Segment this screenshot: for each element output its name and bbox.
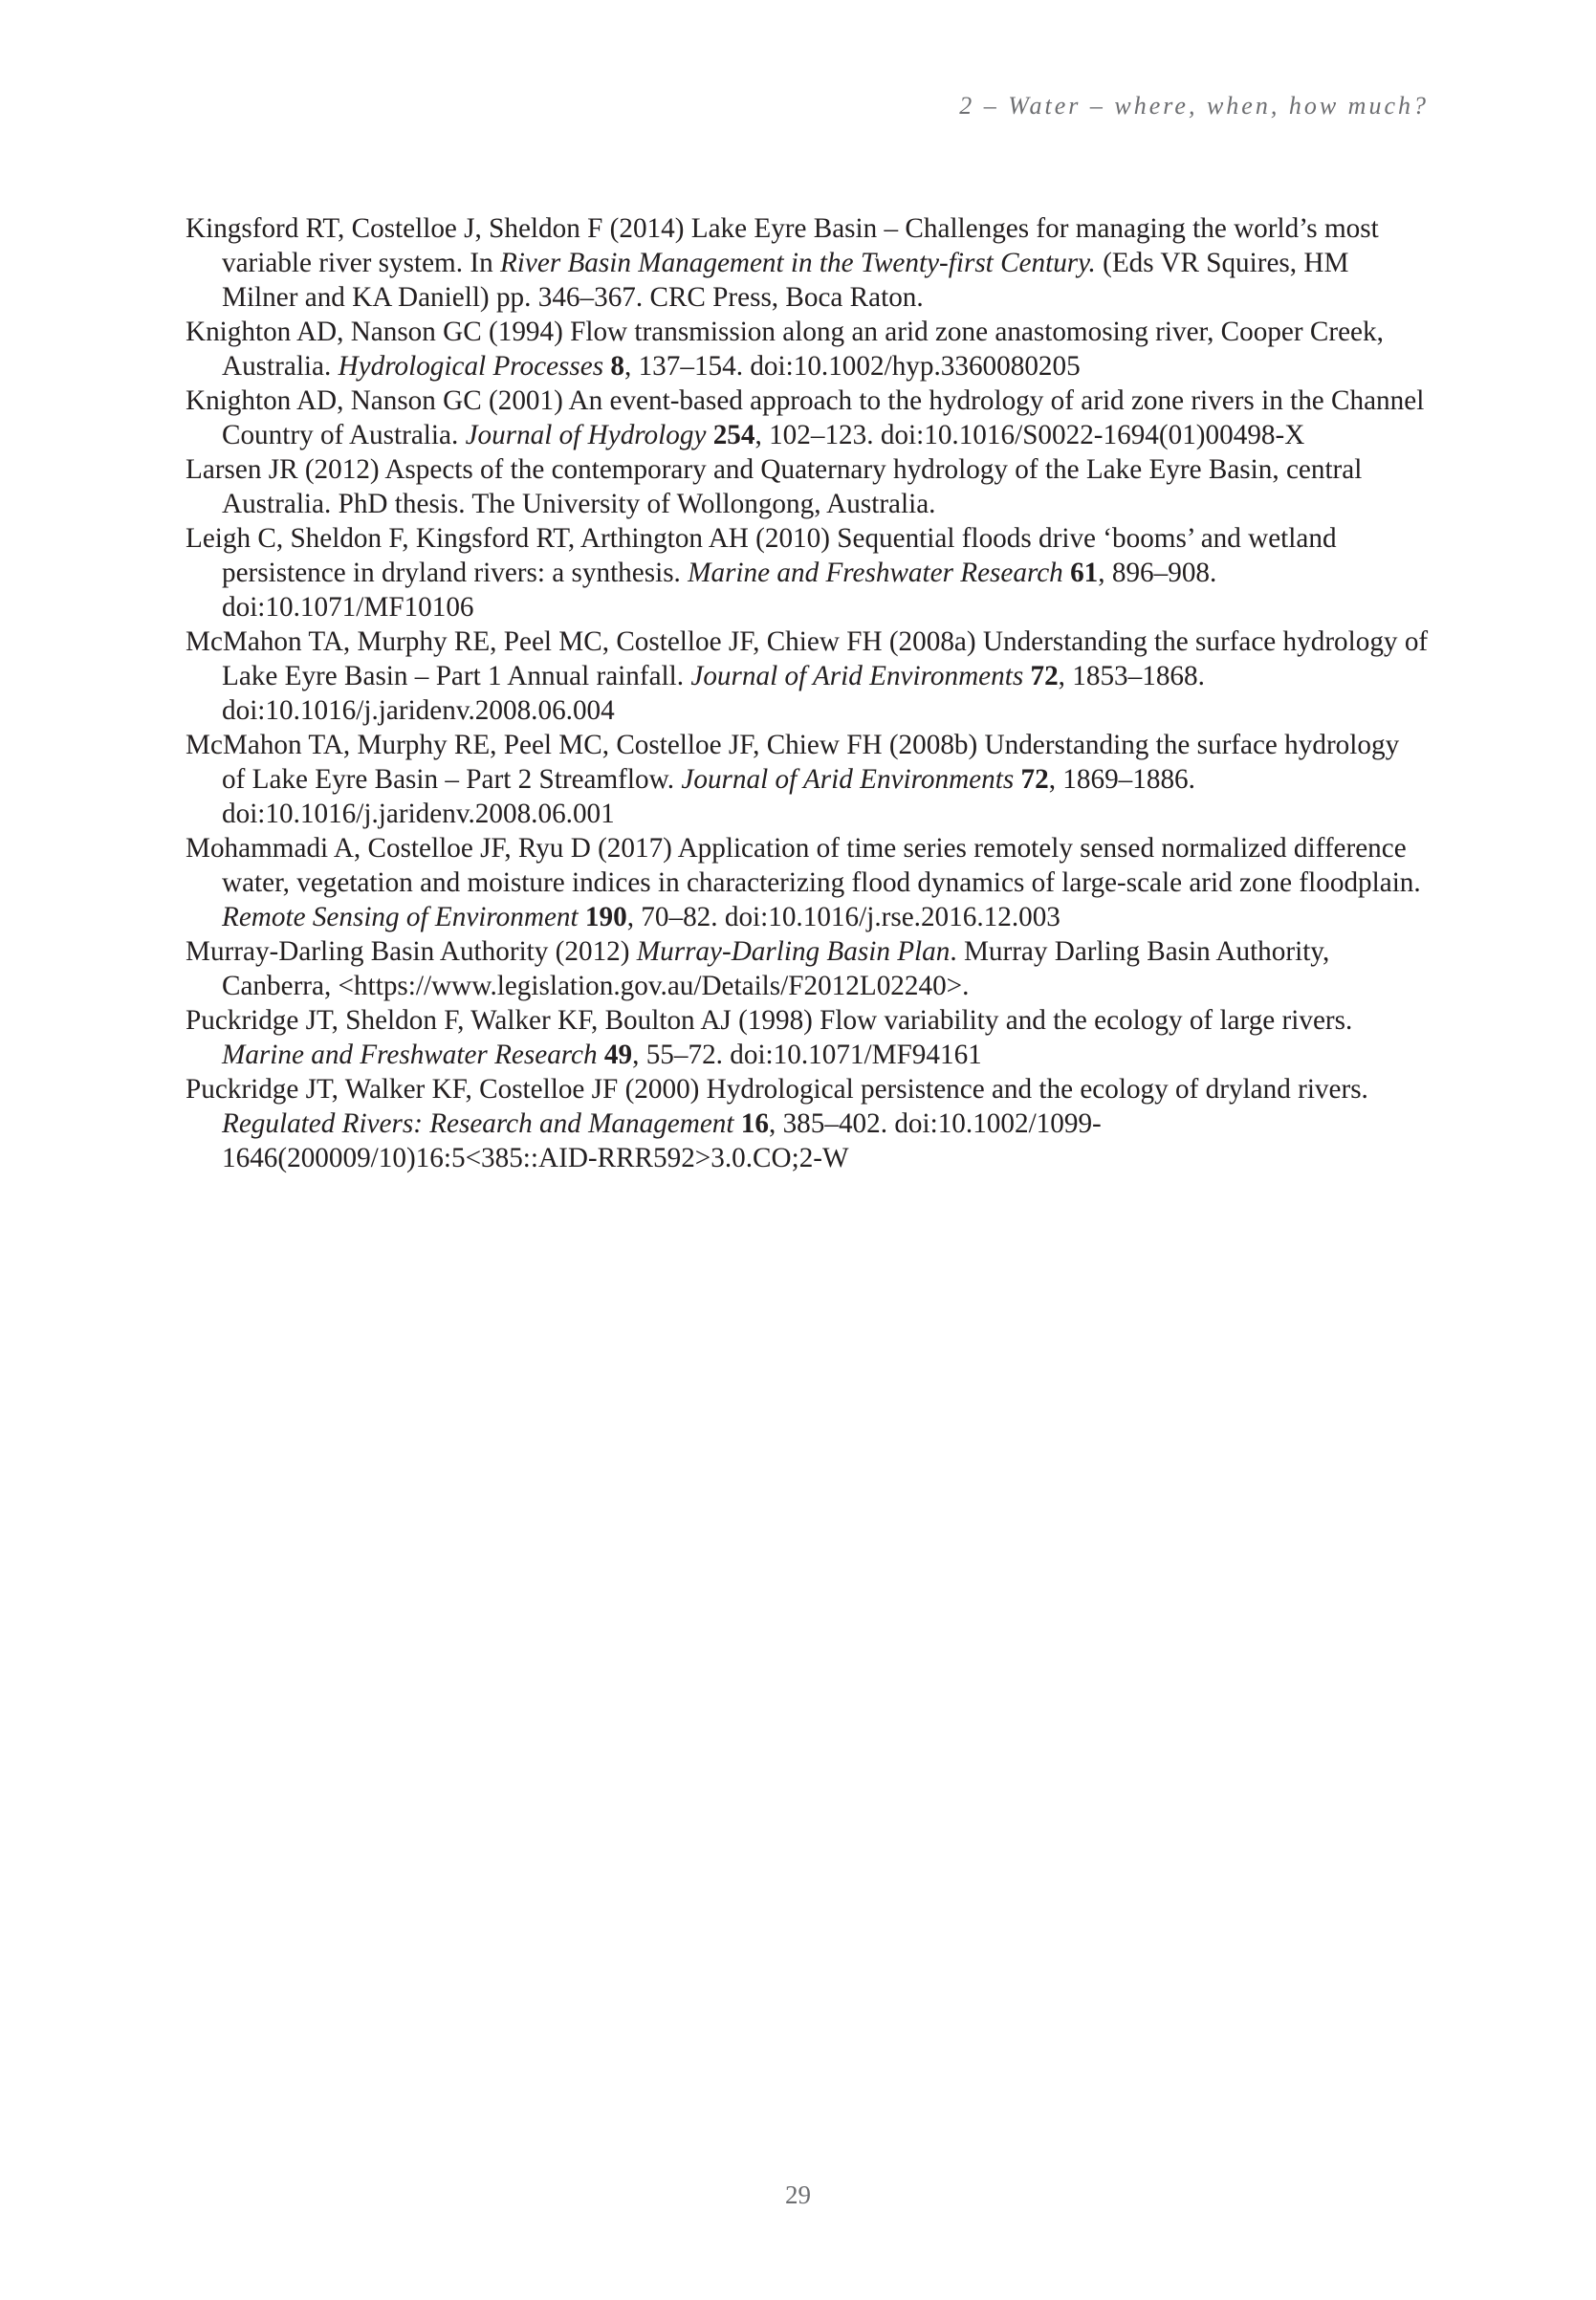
reference-text: , 70–82. doi:10.1016/j.rse.2016.12.003: [626, 902, 1060, 932]
reference-title: Marine and Freshwater Research: [688, 558, 1063, 588]
reference-entry: [186, 1003, 1429, 1072]
reference-text: Puckridge JT, Walker KF, Costelloe JF (2000) Hydrological persistence and the ecology of dryland rivers.: [186, 1074, 1368, 1105]
reference-entry: [186, 1072, 1429, 1175]
reference-entry: [186, 624, 1429, 728]
reference-volume: 16: [740, 1108, 769, 1139]
reference-entry: [186, 728, 1429, 831]
reference-volume: 49: [603, 1040, 633, 1070]
reference-title: Journal of Arid Environments: [690, 661, 1024, 691]
reference-title: Journal of Hydrology: [465, 420, 707, 450]
reference-text: Larsen JR (2012) Aspects of the contemporary and Quaternary hydrology of the Lake Eyre Basin, central Australia. PhD thesis. The University of Wollongong, Australia.: [186, 454, 1363, 519]
reference-text: Knighton AD, Nanson GC (2001) An event-based approach to the hydrology of arid zone rivers in the Channel Country of Australia.: [186, 385, 1425, 450]
reference-title: Regulated Rivers: Research and Management: [222, 1108, 734, 1139]
reference-entry: [186, 315, 1429, 383]
reference-text: , 1853–1868. doi:10.1016/j.jaridenv.2008.06.004: [222, 661, 1205, 726]
reference-entry: [186, 831, 1429, 934]
reference-text: Leigh C, Sheldon F, Kingsford RT, Arthington AH (2010) Sequential floods drive ‘booms’ and wetland persistence in dryland rivers: a synthesis.: [186, 523, 1337, 588]
reference-volume: 72: [1030, 661, 1059, 691]
reference-entry: [186, 934, 1429, 1003]
reference-list: [186, 211, 1429, 1175]
reference-text: , 1869–1886. doi:10.1016/j.jaridenv.2008.06.001: [222, 764, 1195, 829]
reference-volume: 8: [610, 351, 624, 382]
page-number: 29: [785, 2180, 811, 2209]
reference-volume: 190: [584, 902, 627, 932]
reference-text: , 102–123. doi:10.1016/S0022-1694(01)00498-X: [754, 420, 1305, 450]
reference-text: , 385–402. doi:10.1002/1099-1646(200009/10)16:5<385::AID-RRR592>3.0.CO;2-W: [222, 1108, 1102, 1173]
reference-volume: 72: [1020, 764, 1049, 795]
reference-text: Murray-Darling Basin Authority (2012): [186, 936, 637, 967]
reference-text: Knighton AD, Nanson GC (1994) Flow transmission along an arid zone anastomosing river, Cooper Creek, Australia.: [186, 317, 1384, 382]
reference-title: Marine and Freshwater Research: [222, 1040, 598, 1070]
reference-text: [579, 902, 585, 932]
reference-title: Journal of Arid Environments: [681, 764, 1015, 795]
reference-title: Hydrological Processes: [338, 351, 604, 382]
reference-text: Mohammadi A, Costelloe JF, Ryu D (2017) Application of time series remotely sensed normalized difference water, vegetation and moisture indices in characterizing flood dynamics of large-scale arid zone floodplain.: [186, 833, 1421, 898]
reference-text: Kingsford RT, Costelloe J, Sheldon F (2014) Lake Eyre Basin – Challenges for managing the world’s most variable river system. In: [186, 213, 1379, 278]
reference-entry: [186, 383, 1429, 452]
reference-entry: [186, 452, 1429, 521]
reference-entry: [186, 521, 1429, 624]
reference-title: Remote Sensing of Environment: [222, 902, 579, 932]
reference-text: [1014, 764, 1020, 795]
reference-text: [598, 1040, 604, 1070]
reference-text: McMahon TA, Murphy RE, Peel MC, Costelloe JF, Chiew FH (2008b) Understanding the surface hydrology of Lake Eyre Basin – Part 2 Streamflow.: [186, 730, 1400, 795]
reference-text: , 137–154. doi:10.1002/hyp.3360080205: [623, 351, 1081, 382]
reference-text: Puckridge JT, Sheldon F, Walker KF, Boulton AJ (1998) Flow variability and the ecology of large rivers.: [186, 1005, 1353, 1036]
reference-volume: 61: [1070, 558, 1099, 588]
reference-text: [733, 1108, 740, 1139]
reference-text: McMahon TA, Murphy RE, Peel MC, Costelloe JF, Chiew FH (2008a) Understanding the surface hydrology of Lake Eyre Basin – Part 1 Annual rainfall.: [186, 626, 1429, 691]
reference-text: [706, 420, 712, 450]
reference-text: . Murray Darling Basin Authority, Canberra, <https://www.legislation.gov.au/Details/F2012L02240>.: [222, 936, 1330, 1001]
reference-title: Murray-Darling Basin Plan: [636, 936, 951, 967]
reference-text: , 896–908. doi:10.1071/MF10106: [222, 558, 1217, 623]
reference-text: (Eds VR Squires, HM Milner and KA Daniell) pp. 346–367. CRC Press, Boca Raton.: [222, 248, 1349, 313]
reference-entry: [186, 211, 1429, 315]
reference-text: [1063, 558, 1070, 588]
running-header: 2 – Water – where, when, how much?: [959, 92, 1429, 120]
reference-text: , 55–72. doi:10.1071/MF94161: [632, 1040, 982, 1070]
reference-title: River Basin Management in the Twenty-first Century.: [499, 248, 1096, 278]
reference-volume: 254: [712, 420, 755, 450]
